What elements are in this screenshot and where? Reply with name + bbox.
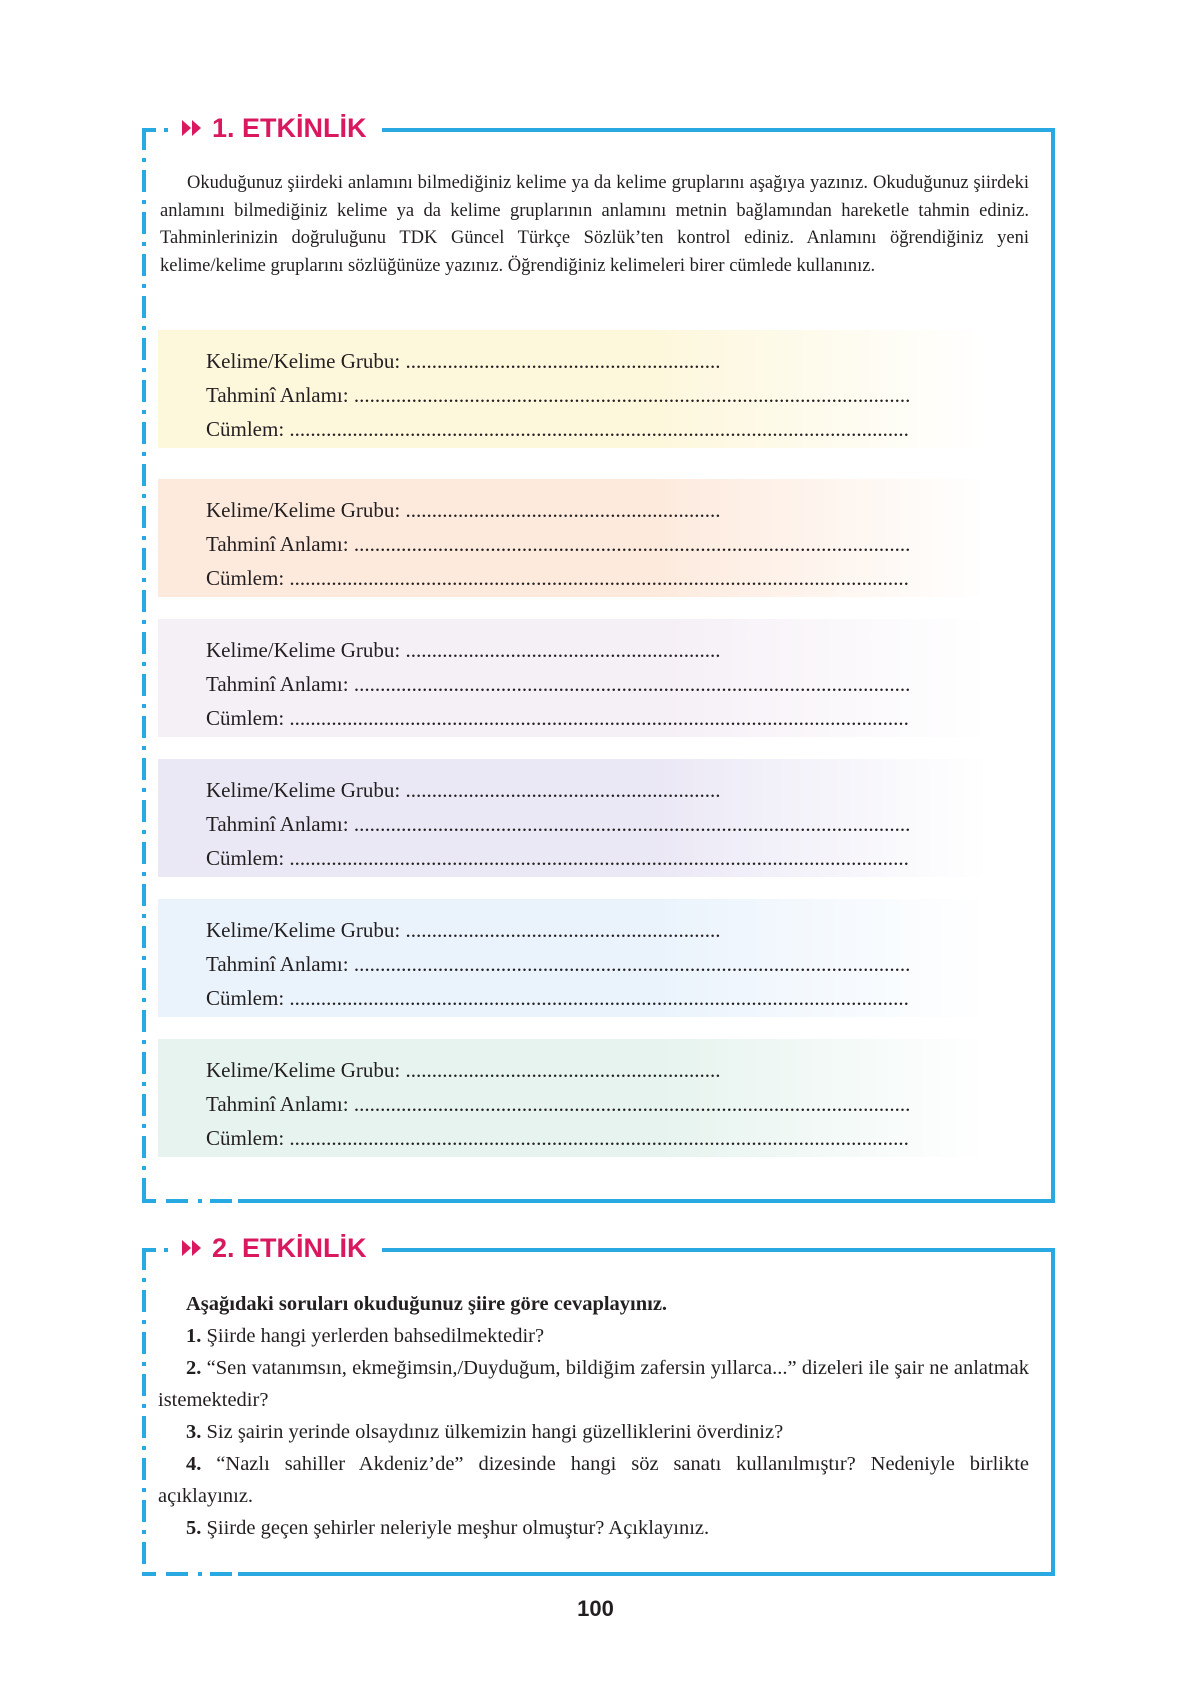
word-field[interactable]: Kelime/Kelime Grubu: ............................................................ [206,778,721,802]
question-item: 5. Şiirde geçen şehirler neleriyle meşhur olmuştur? Açıklayınız. [186,1517,710,1539]
word-field[interactable]: Kelime/Kelime Grubu: ............................................................ [206,1058,721,1082]
meaning-field[interactable]: Tahminî Anlamı: .......................................................................................................... [206,1092,911,1116]
question-list [158,1288,1029,1544]
question-item: 4. “Nazlı sahiller Akdeniz’de” dizesinde hangi söz sanatı kullanılmıştır? Nedeniyle birlikte açıklayınız. [158,1453,1030,1507]
meaning-field[interactable]: Tahminî Anlamı: .......................................................................................................... [206,532,911,556]
activity-1-instructions [160,170,1029,280]
activity-2-panel [142,1233,1055,1576]
double-chevron-right-icon [182,1240,202,1256]
sentence-field[interactable]: Cümlem: ...................................................................................................................... [206,1126,909,1150]
activity-2-heading [178,1231,371,1265]
activity-2-instruction: Aşağıdaki soruları okuduğunuz şiire göre cevaplayınız. [186,1293,668,1315]
vocabulary-row [158,759,988,877]
word-field[interactable]: Kelime/Kelime Grubu: ............................................................ [206,349,721,373]
sentence-field[interactable]: Cümlem: ...................................................................................................................... [206,706,909,730]
meaning-field[interactable]: Tahminî Anlamı: .......................................................................................................... [206,812,911,836]
meaning-field[interactable]: Tahminî Anlamı: .......................................................................................................... [206,672,911,696]
vocabulary-row [158,899,988,1017]
question-item: 1. Şiirde hangi yerlerden bahsedilmektedir? [186,1325,545,1347]
instructions-text: Okuduğunuz şiirdeki anlamını bilmediğiniz kelime ya da kelime gruplarını aşağıya yazınız. Okuduğunuz şiirdeki anlamını bilmediğiniz kelime ya da kelime gruplarının anlamını metnin bağlamından hareketle tahmin ediniz. Tahminlerinizin doğruluğunu TDK Güncel Türkçe Sözlük’ten kontrol ediniz. Anlamını öğrendiğiniz yeni kelime/kelime gruplarını sözlüğünüze yazınız. Öğrendiğiniz kelimeleri birer cümlede kullanınız. [160,173,1029,276]
activity-2-title: 2. ETKİNLİK [212,1233,367,1263]
vocabulary-row [158,1039,988,1157]
vocabulary-row [158,479,988,597]
page-number: 100 [577,1596,614,1621]
vocabulary-row [158,330,988,448]
sentence-field[interactable]: Cümlem: ...................................................................................................................... [206,417,909,441]
activity-1-heading [178,111,371,145]
word-field[interactable]: Kelime/Kelime Grubu: ............................................................ [206,498,721,522]
sentence-field[interactable]: Cümlem: ...................................................................................................................... [206,846,909,870]
meaning-field[interactable]: Tahminî Anlamı: .......................................................................................................... [206,952,911,976]
word-field[interactable]: Kelime/Kelime Grubu: ............................................................ [206,918,721,942]
question-item: 2. “Sen vatanımsın, ekmeğimsin,/Duyduğum, bildiğim zafersin yıllarca...” dizeleri ile şair ne anlatmak istemektedir? [158,1357,1030,1411]
activity-1-panel [142,113,1055,1203]
sentence-field[interactable]: Cümlem: ...................................................................................................................... [206,566,909,590]
question-item: 3. Siz şairin yerinde olsaydınız ülkemizin hangi güzelliklerini överdiniz? [186,1421,784,1443]
sentence-field[interactable]: Cümlem: ...................................................................................................................... [206,986,909,1010]
meaning-field[interactable]: Tahminî Anlamı: .......................................................................................................... [206,383,911,407]
double-chevron-right-icon [182,120,202,136]
vocabulary-row [158,619,988,737]
activity-1-title: 1. ETKİNLİK [212,113,367,143]
word-field[interactable]: Kelime/Kelime Grubu: ............................................................ [206,638,721,662]
